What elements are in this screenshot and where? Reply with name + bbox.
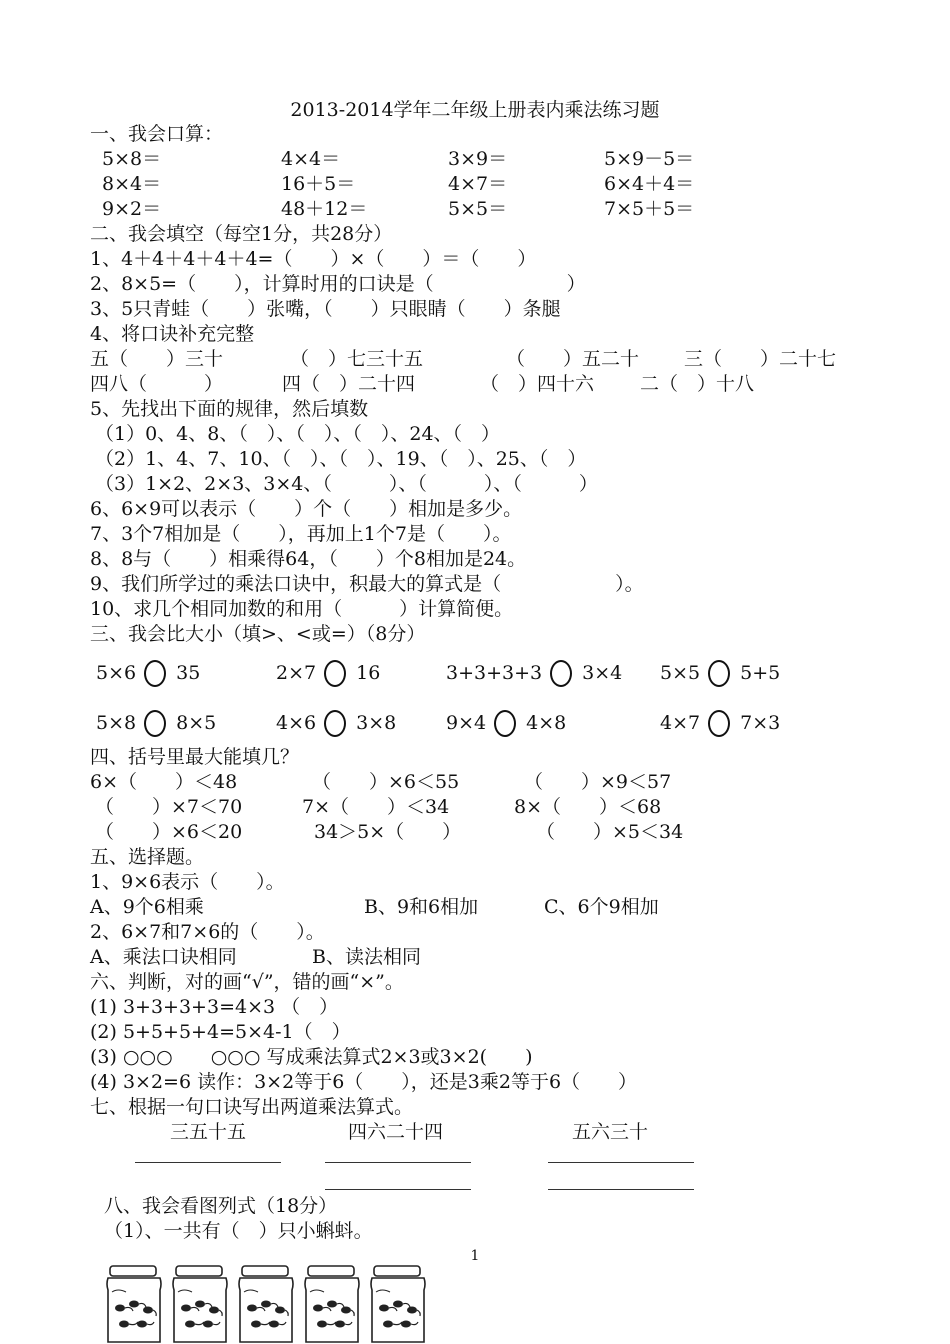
- section-4-heading: 四、括号里最大能填几？: [90, 746, 300, 768]
- section-8-heading: 八、我会看图列式（18分）: [104, 1195, 338, 1217]
- fill-question-5: 5、先找出下面的规律，然后填数: [90, 398, 369, 420]
- compare-item: [96, 708, 216, 738]
- choice-question-1: 1、9×6表示（ ）。: [90, 871, 285, 893]
- compare-left: 2×7: [276, 662, 317, 684]
- oral-calc-item: 9×2＝: [102, 198, 162, 220]
- section-5-heading: 五、选择题。: [90, 846, 205, 868]
- max-fill-item: （ ）×6＜20: [95, 821, 243, 843]
- judge-item-4: (4) 3×2=6 读作：3×2等于6（ ），还是3乘2等于6（ ）: [90, 1071, 638, 1093]
- oral-calc-item: 7×5＋5＝: [604, 198, 695, 220]
- oral-calc-item: 4×4＝: [281, 148, 341, 170]
- oral-calc-item: 5×5＝: [448, 198, 508, 220]
- oral-calc-item: 16＋5＝: [281, 173, 356, 195]
- judge-item-2: (2) 5+5+5+4=5×4-1（ ）: [90, 1021, 351, 1043]
- section-6-heading: 六、判断，对的画“√”，错的画“×”。: [90, 971, 404, 993]
- rhyme-blank: 三（ ）二十七: [684, 348, 837, 370]
- compare-item: [446, 708, 566, 738]
- fill-question-6: 6、6×9可以表示（ ）个（ ）相加是多少。: [90, 498, 523, 520]
- rhyme-blank: （ ）五二十: [506, 348, 640, 370]
- choice-question-2: 2、6×7和7×6的（ ）。: [90, 921, 325, 943]
- rhyme-prompt: 五六三十: [572, 1121, 649, 1143]
- rhyme-blank: （ ）四十六: [480, 373, 595, 395]
- compare-right: 16: [356, 662, 381, 684]
- tadpole-jars-image: [104, 1262, 444, 1344]
- section-1-heading: 一、我会口算：: [90, 123, 224, 145]
- choice-option-a: A、乘法口诀相同: [90, 946, 237, 968]
- compare-right: 8×5: [176, 712, 217, 734]
- compare-left: 9×4: [446, 712, 487, 734]
- max-fill-item: 34＞5×（ ）: [314, 821, 462, 843]
- judge-item-1: (1) 3+3+3+3=4×3 （ ）: [90, 996, 339, 1018]
- rhyme-blank: 四八（ ）: [90, 373, 224, 395]
- max-fill-item: （ ）×7＜70: [95, 796, 243, 818]
- picture-question-1: （1）、一共有（ ）只小蝌蚪。: [104, 1220, 373, 1242]
- compare-item: [660, 708, 780, 738]
- rhyme-prompt: 三五十五: [170, 1121, 247, 1143]
- answer-line[interactable]: [325, 1162, 471, 1163]
- compare-circle[interactable]: [550, 660, 572, 687]
- oral-calc-item: 48＋12＝: [281, 198, 368, 220]
- max-fill-item: 7×（ ）＜34: [302, 796, 450, 818]
- oral-calc-item: 6×4＋4＝: [604, 173, 695, 195]
- choice-option-b: B、读法相同: [312, 946, 421, 968]
- compare-item: [96, 658, 200, 688]
- fill-question-10: 10、求几个相同加数的和用（ ）计算简便。: [90, 598, 514, 620]
- answer-line[interactable]: [135, 1162, 281, 1163]
- answer-line[interactable]: [548, 1162, 694, 1163]
- oral-calc-item: 5×8＝: [102, 148, 162, 170]
- compare-right: 3×4: [582, 662, 623, 684]
- max-fill-item: （ ）×5＜34: [536, 821, 684, 843]
- compare-left: 5×6: [96, 662, 137, 684]
- compare-left: 4×6: [276, 712, 317, 734]
- max-fill-item: （ ）×9＜57: [524, 771, 672, 793]
- max-fill-item: 6×（ ）＜48: [90, 771, 238, 793]
- compare-item: [446, 658, 622, 688]
- page-title: 2013-2014学年二年级上册表内乘法练习题: [290, 99, 660, 121]
- fill-question-1: 1、4＋4＋4＋4＋4=（ ）×（ ）＝（ ）: [90, 248, 537, 270]
- compare-right: 5+5: [740, 662, 781, 684]
- choice-option-b: B、9和6相加: [364, 896, 479, 918]
- compare-item: [276, 708, 396, 738]
- fill-question-3: 3、5只青蛙（ ）张嘴，（ ）只眼睛（ ）条腿: [90, 298, 561, 320]
- rhyme-blank: 二（ ）十八: [640, 373, 755, 395]
- max-fill-item: 8×（ ）＜68: [514, 796, 662, 818]
- fill-question-4: 4、将口诀补充完整: [90, 323, 255, 345]
- fill-question-9: 9、我们所学过的乘法口诀中，积最大的算式是（ ）。: [90, 573, 644, 595]
- compare-right: 4×8: [526, 712, 567, 734]
- choice-option-c: C、6个9相加: [544, 896, 659, 918]
- compare-left: 5×8: [96, 712, 137, 734]
- compare-circle[interactable]: [494, 710, 516, 737]
- pattern-1: （1）0、4、8、（ ）、（ ）、（ ）、24、（ ）: [95, 423, 501, 445]
- compare-circle[interactable]: [144, 660, 166, 687]
- pattern-3: （3）1×2、2×3、3×4、（ ）、（ ）、（ ）: [95, 473, 598, 495]
- fill-question-7: 7、3个7相加是（ ），再加上1个7是（ ）。: [90, 523, 512, 545]
- answer-line[interactable]: [548, 1189, 694, 1190]
- section-3-heading: 三、我会比大小（填>、<或=）（8分）: [90, 623, 426, 645]
- choice-option-a: A、9个6相乘: [90, 896, 204, 918]
- fill-question-2: 2、8×5=（ ），计算时用的口诀是（ ）: [90, 273, 586, 295]
- rhyme-prompt: 四六二十四: [348, 1121, 444, 1143]
- compare-left: 5×5: [660, 662, 701, 684]
- compare-circle[interactable]: [324, 710, 346, 737]
- max-fill-item: （ ）×6＜55: [312, 771, 460, 793]
- compare-item: [276, 658, 380, 688]
- compare-circle[interactable]: [324, 660, 346, 687]
- pattern-2: （2）1、4、7、10、（ ）、（ ）、19、（ ）、25、（ ）: [95, 448, 587, 470]
- compare-left: 3+3+3+3: [446, 662, 543, 684]
- oral-calc-item: 3×9＝: [448, 148, 508, 170]
- oral-calc-item: 4×7＝: [448, 173, 508, 195]
- compare-item: [660, 658, 780, 688]
- judge-item-3: (3) ○○○ ○○○ 写成乘法算式2×3或3×2( ): [90, 1046, 533, 1068]
- compare-circle[interactable]: [708, 710, 730, 737]
- section-2-heading: 二、我会填空（每空1分，共28分）: [90, 223, 393, 245]
- compare-right: 3×8: [356, 712, 397, 734]
- oral-calc-item: 5×9－5＝: [604, 148, 695, 170]
- compare-right: 35: [176, 662, 201, 684]
- rhyme-blank: 四（ ）二十四: [282, 373, 416, 395]
- answer-line[interactable]: [325, 1189, 471, 1190]
- oral-calc-item: 8×4＝: [102, 173, 162, 195]
- fill-question-8: 8、8与（ ）相乘得64，（ ）个8相加是24。: [90, 548, 527, 570]
- compare-circle[interactable]: [144, 710, 166, 737]
- compare-left: 4×7: [660, 712, 701, 734]
- rhyme-blank: 五（ ）三十: [90, 348, 224, 370]
- section-7-heading: 七、根据一句口诀写出两道乘法算式。: [90, 1096, 414, 1118]
- compare-right: 7×3: [740, 712, 781, 734]
- rhyme-blank: （ ）七三十五: [290, 348, 424, 370]
- page-number: 1: [470, 1248, 480, 1264]
- compare-circle[interactable]: [708, 660, 730, 687]
